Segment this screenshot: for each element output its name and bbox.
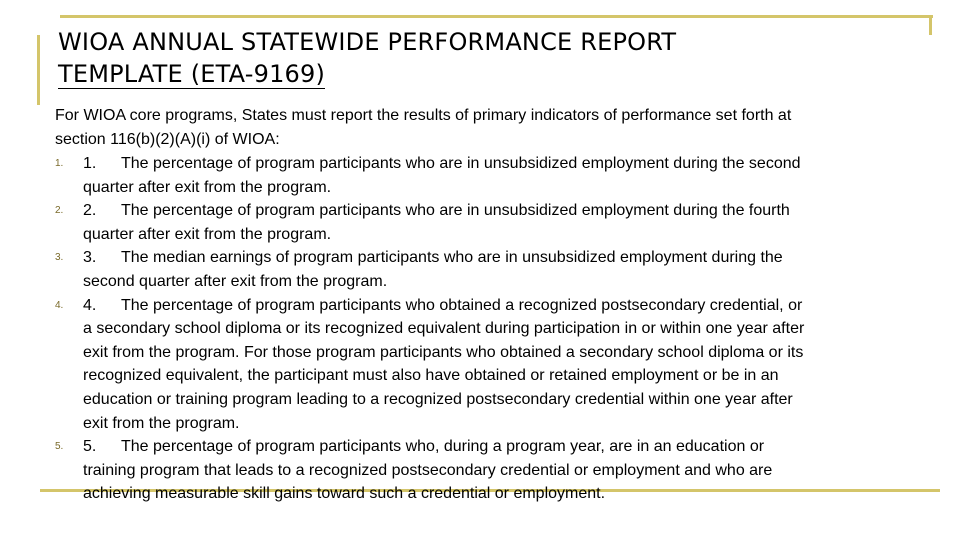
list-item-text: [83, 246, 915, 293]
list-item-text: [83, 294, 915, 436]
list-item-line: [83, 341, 915, 365]
left-accent-rule: [37, 35, 40, 105]
list-item: [55, 294, 915, 436]
list-item: [55, 199, 915, 246]
list-item: [55, 246, 915, 293]
list-marker: 4.: [55, 299, 64, 311]
list-item-line: [83, 364, 915, 388]
item-number: 3.: [83, 249, 97, 267]
item-number: 2.: [83, 202, 97, 220]
intro-paragraph: [55, 104, 915, 152]
list-item-line: [83, 482, 915, 506]
list-item-text: [83, 199, 915, 246]
list-marker: 1.: [55, 158, 64, 169]
list-marker: 2.: [55, 205, 64, 217]
intro-line-1: For WIOA core programs, States must report the results of primary indicators of performance set forth at: [55, 107, 792, 124]
list-item-line-text: second quarter after exit from the program.: [83, 272, 388, 290]
intro-line-2: section 116(b)(2)(A)(i) of WIOA:: [55, 131, 280, 148]
list-item-line: [83, 176, 915, 200]
list-item-line: [83, 388, 915, 412]
indicator-list: [55, 152, 915, 506]
list-item-line-text: training program that leads to a recognized postsecondary credential or employment and who are: [83, 461, 773, 479]
list-item-line-text: exit from the program. For those program participants who obtained a secondary school diploma or its: [83, 343, 804, 361]
top-accent-rule: [60, 15, 933, 18]
list-item-line: [83, 223, 915, 247]
list-item-line-text: The percentage of program participants who, during a program year, are in an education or: [121, 438, 765, 456]
list-item-line-text: achieving measurable skill gains toward such a credential or employment.: [83, 485, 606, 503]
list-item-line: [83, 435, 915, 459]
list-item-line: [83, 270, 915, 294]
list-item-line-text: a secondary school diploma or its recognized equivalent during participation in or within one year after: [83, 320, 805, 338]
list-item-line: [83, 317, 915, 341]
title-line-2: TEMPLATE (ETA-9169): [58, 60, 326, 88]
list-item-line-text: education or training program leading to a recognized postsecondary credential within one year after: [83, 390, 793, 408]
list-item-line: [83, 459, 915, 483]
list-item: [55, 152, 915, 199]
list-item: [55, 435, 915, 506]
list-item-line-text: The median earnings of program participants who are in unsubsidized employment during the: [121, 249, 783, 267]
item-number: 1.: [83, 155, 97, 172]
slide-title: [58, 26, 676, 90]
list-item-line-text: The percentage of program participants who are in unsubsidized employment during the second: [121, 155, 801, 172]
right-accent-rule: [929, 15, 932, 35]
list-marker: 5.: [55, 441, 64, 453]
list-marker: 3.: [55, 252, 64, 264]
list-item-text: [83, 152, 915, 199]
list-item-line: [83, 412, 915, 436]
list-item-line-text: recognized equivalent, the participant must also have obtained or retained employment or be in an: [83, 367, 779, 385]
item-number: 4.: [83, 296, 97, 314]
list-item-line: [83, 246, 915, 270]
list-item-text: [83, 435, 915, 506]
title-line-1: WIOA ANNUAL STATEWIDE PERFORMANCE REPORT: [58, 28, 677, 56]
list-item-line-text: quarter after exit from the program.: [83, 225, 332, 243]
list-item-line-text: exit from the program.: [83, 414, 240, 432]
list-item-line: [83, 152, 915, 176]
list-item-line-text: The percentage of program participants who obtained a recognized postsecondary credential, or: [121, 296, 803, 314]
list-item-line: [83, 199, 915, 223]
list-item-line-text: The percentage of program participants who are in unsubsidized employment during the fourth: [121, 202, 790, 220]
list-item-line: [83, 294, 915, 318]
item-number: 5.: [83, 438, 97, 456]
slide-body: [55, 104, 915, 506]
list-item-line-text: quarter after exit from the program.: [83, 178, 332, 196]
